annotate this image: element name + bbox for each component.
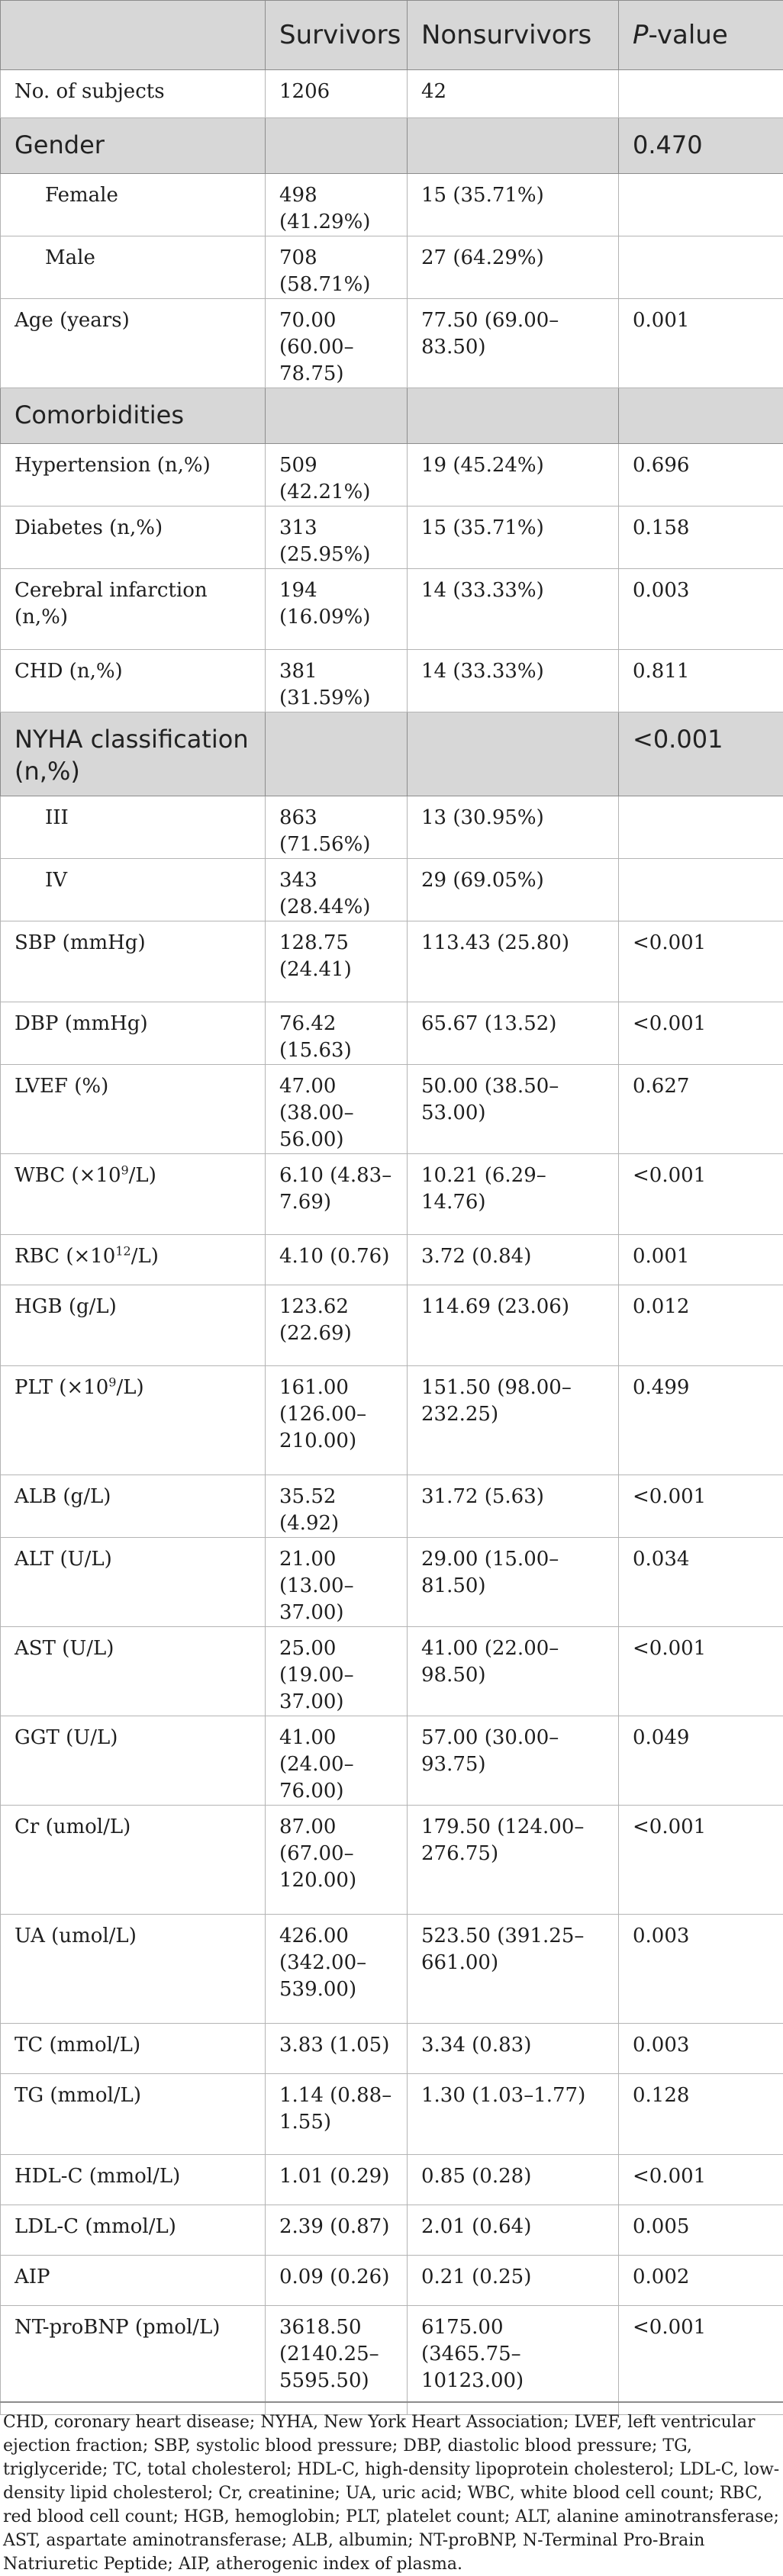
row-label: HGB (g/L)	[1, 1285, 266, 1366]
row-label: ALT (U/L)	[1, 1538, 266, 1627]
nonsurvivors-cell: 57.00 (30.00–93.75)	[408, 1716, 619, 1806]
row-label: AIP	[1, 2256, 266, 2306]
survivors-cell: 2.39 (0.87)	[266, 2205, 408, 2256]
survivors-cell: 47.00 (38.00–56.00)	[266, 1065, 408, 1154]
table-row	[1, 1065, 783, 1154]
survivors-cell: 25.00 (19.00–37.00)	[266, 1627, 408, 1716]
nonsurvivors-cell: 10.21 (6.29–14.76)	[408, 1154, 619, 1235]
nonsurvivors-cell	[408, 118, 619, 174]
survivors-cell: 41.00 (24.00–76.00)	[266, 1716, 408, 1806]
row-label: III	[1, 796, 266, 859]
label-superscript: 9	[121, 1163, 128, 1177]
p-value-cell: <0.001	[619, 1806, 783, 1915]
table-row	[1, 236, 783, 299]
table-row	[1, 70, 783, 118]
section-label: Comorbidities	[1, 388, 266, 444]
nonsurvivors-cell: 31.72 (5.63)	[408, 1475, 619, 1538]
p-value-cell: 0.003	[619, 2024, 783, 2074]
survivors-cell: 313 (25.95%)	[266, 507, 408, 569]
survivors-cell: 426.00 (342.00–539.00)	[266, 1915, 408, 2024]
p-value-cell: <0.001	[619, 1627, 783, 1716]
survivors-cell: 509 (42.21%)	[266, 444, 408, 507]
p-value-cell	[619, 796, 783, 859]
table-row	[1, 859, 783, 921]
row-label: Diabetes (n,%)	[1, 507, 266, 569]
nonsurvivors-cell: 29.00 (15.00–81.50)	[408, 1538, 619, 1627]
survivors-cell: 70.00 (60.00–78.75)	[266, 299, 408, 388]
p-value-cell: 0.001	[619, 1235, 783, 1285]
label-superscript: 9	[108, 1375, 116, 1389]
row-label: LDL-C (mmol/L)	[1, 2205, 266, 2256]
p-value-cell: <0.001	[619, 1002, 783, 1065]
p-value-cell: 0.012	[619, 1285, 783, 1366]
nonsurvivors-cell: 1.30 (1.03–1.77)	[408, 2074, 619, 2155]
nonsurvivors-cell: 114.69 (23.06)	[408, 1285, 619, 1366]
p-value-cell: <0.001	[619, 2306, 783, 2415]
p-value-cell	[619, 70, 783, 118]
nonsurvivors-cell: 15 (35.71%)	[408, 174, 619, 236]
survivors-cell: 194 (16.09%)	[266, 569, 408, 650]
row-label	[1, 1235, 266, 1285]
row-label: Female	[1, 174, 266, 236]
p-value-cell: <0.001	[619, 1154, 783, 1235]
survivors-cell: 1.14 (0.88–1.55)	[266, 2074, 408, 2155]
p-value-cell: 0.158	[619, 507, 783, 569]
p-value-cell: 0.003	[619, 569, 783, 650]
table-row	[1, 1806, 783, 1915]
nonsurvivors-cell: 179.50 (124.00–276.75)	[408, 1806, 619, 1915]
p-value-cell: 0.128	[619, 2074, 783, 2155]
p-value-cell	[619, 236, 783, 299]
nonsurvivors-cell	[408, 388, 619, 444]
row-label: TG (mmol/L)	[1, 2074, 266, 2155]
p-value-cell: 0.499	[619, 1366, 783, 1475]
p-value-cell: 0.003	[619, 1915, 783, 2024]
table-row	[1, 2024, 783, 2074]
table-row	[1, 507, 783, 569]
nonsurvivors-cell	[408, 712, 619, 796]
nonsurvivors-cell: 3.72 (0.84)	[408, 1235, 619, 1285]
nonsurvivors-cell: 42	[408, 70, 619, 118]
nonsurvivors-cell: 0.21 (0.25)	[408, 2256, 619, 2306]
p-value-cell: <0.001	[619, 921, 783, 1002]
row-label	[1, 1154, 266, 1235]
survivors-cell: 3618.50 (2140.25–5595.50)	[266, 2306, 408, 2415]
nonsurvivors-cell: 14 (33.33%)	[408, 650, 619, 712]
table-row	[1, 921, 783, 1002]
nonsurvivors-cell: 523.50 (391.25–661.00)	[408, 1915, 619, 2024]
label-text: WBC (×10	[14, 1164, 121, 1187]
table-row	[1, 1627, 783, 1716]
label-text: /L)	[131, 1245, 159, 1268]
table-row	[1, 2256, 783, 2306]
p-value-cell: 0.001	[619, 299, 783, 388]
p-value-cell: 0.470	[619, 118, 783, 174]
nonsurvivors-cell: 151.50 (98.00–232.25)	[408, 1366, 619, 1475]
label-text: PLT (×10	[14, 1376, 108, 1399]
section-label: NYHA classification (n,%)	[1, 712, 266, 796]
survivors-cell: 76.42 (15.63)	[266, 1002, 408, 1065]
survivors-cell: 498 (41.29%)	[266, 174, 408, 236]
label-superscript: 12	[115, 1243, 130, 1258]
table-row	[1, 569, 783, 650]
row-label: NT-proBNP (pmol/L)	[1, 2306, 266, 2415]
survivors-cell: 123.62 (22.69)	[266, 1285, 408, 1366]
section-row	[1, 712, 783, 796]
survivors-cell: 6.10 (4.83–7.69)	[266, 1154, 408, 1235]
nonsurvivors-cell: 6175.00 (3465.75–10123.00)	[408, 2306, 619, 2415]
table-row	[1, 796, 783, 859]
p-value-cell: 0.005	[619, 2205, 783, 2256]
section-label: Gender	[1, 118, 266, 174]
survivors-cell	[266, 712, 408, 796]
nonsurvivors-cell: 113.43 (25.80)	[408, 921, 619, 1002]
nonsurvivors-cell: 2.01 (0.64)	[408, 2205, 619, 2256]
nonsurvivors-cell: 50.00 (38.50–53.00)	[408, 1065, 619, 1154]
p-value-cell: 0.002	[619, 2256, 783, 2306]
label-text: /L)	[116, 1376, 143, 1399]
survivors-cell: 161.00 (126.00–210.00)	[266, 1366, 408, 1475]
table-row	[1, 2074, 783, 2155]
header-row	[1, 1, 783, 70]
row-label: GGT (U/L)	[1, 1716, 266, 1806]
survivors-cell: 381 (31.59%)	[266, 650, 408, 712]
table-row	[1, 2205, 783, 2256]
survivors-cell: 708 (58.71%)	[266, 236, 408, 299]
p-value-cell: <0.001	[619, 2155, 783, 2205]
row-label: AST (U/L)	[1, 1627, 266, 1716]
table-row	[1, 1915, 783, 2024]
header-variable	[1, 1, 266, 70]
survivors-cell: 343 (28.44%)	[266, 859, 408, 921]
nonsurvivors-cell: 13 (30.95%)	[408, 796, 619, 859]
table-row	[1, 650, 783, 712]
label-text: /L)	[129, 1164, 156, 1187]
label-text: RBC (×10	[14, 1245, 115, 1268]
nonsurvivors-cell: 0.85 (0.28)	[408, 2155, 619, 2205]
survivors-cell: 128.75 (24.41)	[266, 921, 408, 1002]
row-label: Cerebral infarction (n,%)	[1, 569, 266, 650]
survivors-cell: 863 (71.56%)	[266, 796, 408, 859]
survivors-cell: 0.09 (0.26)	[266, 2256, 408, 2306]
row-label: DBP (mmHg)	[1, 1002, 266, 1065]
p-value-cell: <0.001	[619, 1475, 783, 1538]
p-value-cell: 0.627	[619, 1065, 783, 1154]
nonsurvivors-cell: 14 (33.33%)	[408, 569, 619, 650]
table-row	[1, 1538, 783, 1627]
p-value-cell: <0.001	[619, 712, 783, 796]
table-row	[1, 2155, 783, 2205]
p-value-cell	[619, 388, 783, 444]
p-value-cell	[619, 859, 783, 921]
row-label: TC (mmol/L)	[1, 2024, 266, 2074]
nonsurvivors-cell: 3.34 (0.83)	[408, 2024, 619, 2074]
row-label: HDL-C (mmol/L)	[1, 2155, 266, 2205]
table-row	[1, 2306, 783, 2415]
row-label: CHD (n,%)	[1, 650, 266, 712]
row-label: UA (umol/L)	[1, 1915, 266, 2024]
survivors-cell: 3.83 (1.05)	[266, 2024, 408, 2074]
table-row	[1, 1716, 783, 1806]
row-label: ALB (g/L)	[1, 1475, 266, 1538]
table-footnote: CHD, coronary heart disease; NYHA, New York Heart Association; LVEF, left ventricular ejection fraction; SBP, systolic blood pressure; DBP, diastolic blood pressure; TG, triglyceride; TC, total cholesterol; HDL-C, high-density lipoprotein cholesterol; LDL-C, low-density lipid cholesterol; Cr, creatinine; UA, uric acid; WBC, white blood cell count; RBC, red blood cell count; HGB, hemoglobin; PLT, platelet count; ALT, alanine aminotransferase; AST, aspartate aminotransferase; ALB, albumin; NT-proBNP, N-Terminal Pro-Brain Natriuretic Peptide; AIP, atherogenic index of plasma.	[0, 2401, 783, 2576]
header-p-suffix: -value	[649, 20, 728, 50]
section-row	[1, 388, 783, 444]
survivors-cell: 21.00 (13.00–37.00)	[266, 1538, 408, 1627]
p-value-cell: 0.811	[619, 650, 783, 712]
row-label: No. of subjects	[1, 70, 266, 118]
survivors-cell: 87.00 (67.00–120.00)	[266, 1806, 408, 1915]
row-label: Cr (umol/L)	[1, 1806, 266, 1915]
survivors-cell: 4.10 (0.76)	[266, 1235, 408, 1285]
row-label: Hypertension (n,%)	[1, 444, 266, 507]
nonsurvivors-cell: 77.50 (69.00–83.50)	[408, 299, 619, 388]
row-label: IV	[1, 859, 266, 921]
table-row	[1, 299, 783, 388]
row-label: SBP (mmHg)	[1, 921, 266, 1002]
table-row	[1, 1475, 783, 1538]
header-survivors: Survivors	[266, 1, 408, 70]
row-label: Age (years)	[1, 299, 266, 388]
p-value-cell: 0.696	[619, 444, 783, 507]
survivors-cell	[266, 118, 408, 174]
table-row	[1, 1154, 783, 1235]
row-label: LVEF (%)	[1, 1065, 266, 1154]
nonsurvivors-cell: 27 (64.29%)	[408, 236, 619, 299]
table-row	[1, 444, 783, 507]
table-row	[1, 1235, 783, 1285]
p-value-cell: 0.034	[619, 1538, 783, 1627]
header-p-letter: P	[633, 20, 649, 50]
survivors-cell: 35.52 (4.92)	[266, 1475, 408, 1538]
table-row	[1, 1002, 783, 1065]
survivors-cell: 1.01 (0.29)	[266, 2155, 408, 2205]
p-value-cell: 0.049	[619, 1716, 783, 1806]
row-label: Male	[1, 236, 266, 299]
nonsurvivors-cell: 65.67 (13.52)	[408, 1002, 619, 1065]
nonsurvivors-cell: 19 (45.24%)	[408, 444, 619, 507]
header-nonsurvivors: Nonsurvivors	[408, 1, 619, 70]
nonsurvivors-cell: 41.00 (22.00–98.50)	[408, 1627, 619, 1716]
header-p-value	[619, 1, 783, 70]
survivors-cell	[266, 388, 408, 444]
table-row	[1, 174, 783, 236]
nonsurvivors-cell: 15 (35.71%)	[408, 507, 619, 569]
table-row	[1, 1366, 783, 1475]
survivors-cell: 1206	[266, 70, 408, 118]
nonsurvivors-cell: 29 (69.05%)	[408, 859, 619, 921]
row-label	[1, 1366, 266, 1475]
table-row	[1, 1285, 783, 1366]
section-row	[1, 118, 783, 174]
p-value-cell	[619, 174, 783, 236]
